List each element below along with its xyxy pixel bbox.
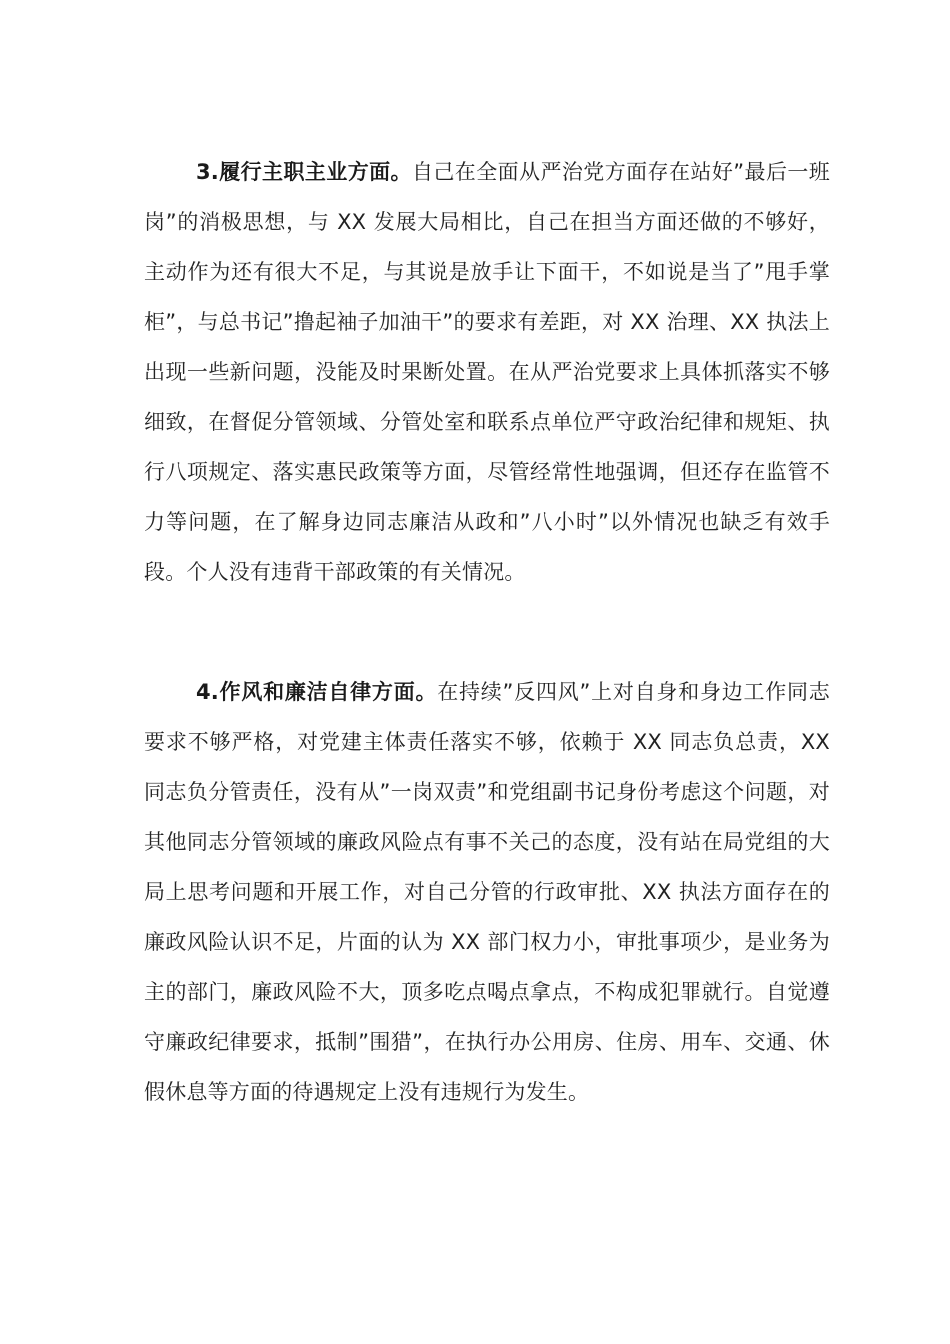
- paragraph-body: 自己在全面从严治党方面存在站好”最后一班岗”的消极思想，与 XX 发展大局相比，自己在担当方面还做的不够好，主动作为还有很大不足，与其说是放手让下面干，不如说是当了”甩手掌柜”，与总书记”撸起袖子加油干”的要求有差距，对 XX 治理、XX 执法上出现一些新问题，没能及时果断处置。在从严治党要求上具体抓落实不够细致，在督促分管领域、分管处室和联系点单位严守政治纪律和规矩、执行八项规定、落实惠民政策等方面，尽管经常性地强调，但还存在监管不力等问题，在了解身边同志廉洁从政和”八小时”以外情况也缺乏有效手段。个人没有违背干部政策的有关情况。: [144, 160, 830, 584]
- paragraph-conduct-integrity: [144, 667, 830, 1117]
- paragraph-body: 在持续”反四风”上对自身和身边工作同志要求不够严格，对党建主体责任落实不够，依赖于 XX 同志负总责，XX 同志负分管责任，没有从”一岗双责”和党组副书记身份考虑这个问题，对其他同志分管领域的廉政风险点有事不关己的态度，没有站在局党组的大局上思考问题和开展工作，对自己分管的行政审批、XX 执法方面存在的廉政风险认识不足，片面的认为 XX 部门权力小，审批事项少，是业务为主的部门，廉政风险不大，顶多吃点喝点拿点，不构成犯罪就行。自觉遵守廉政纪律要求，抵制”围猎”，在执行办公用房、住房、用车、交通、休假休息等方面的待遇规定上没有违规行为发生。: [144, 680, 830, 1104]
- paragraph-heading: 4.作风和廉洁自律方面。: [196, 680, 438, 704]
- paragraph-heading: 3.履行主职主业方面。: [196, 160, 412, 184]
- paragraph-duty-performance: [144, 147, 830, 597]
